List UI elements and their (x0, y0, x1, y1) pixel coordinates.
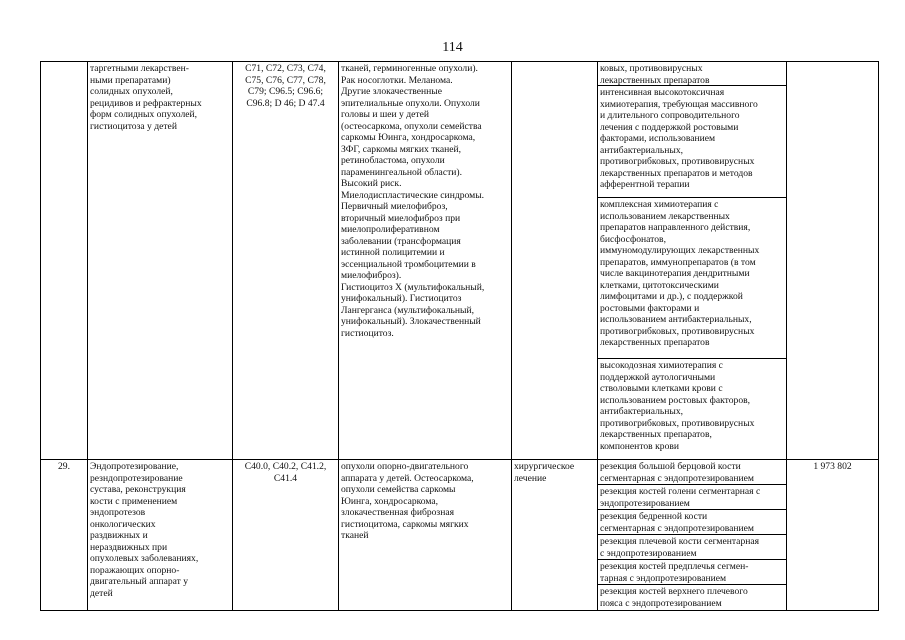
table-border-right (878, 61, 879, 611)
column-divider (597, 61, 598, 611)
treatment-method: интенсивная высокотоксичная химиотерапия, требующая массивного и длительного сопроводительного лечения с поддержкой ростовыми факторами, использованием антибактериальных, противогрибковых, противовирусных лекарственных препаратов и методов афферентной терапии (600, 87, 758, 190)
icd-codes: C71, C72, C73, C74, C75, C76, C77, C78, C79; C96.5; C96.6; C96.8; D 46; D 47.4 (245, 63, 326, 109)
care-type-name: Эндопротезирование, резндопротезирование сустава, реконструкция кости с применением эндопротезов онкологических раздвижных и нераздвижных при опухолевых заболеваниях, поражающих опорно- двигательный аппарат у детей (90, 461, 199, 599)
icd-codes: C40.0, C40.2, C41.2, C41.4 (244, 461, 327, 484)
treatment-type: хирургическое лечение (514, 461, 575, 484)
treatment-method: комплексная химиотерапия с использованием лекарственных препаратов направленного действия, бисфосфонатов, иммуномодулирующих лекарственных препаратов, иммунопрепаратов (в том числе вакцинотерапия дендритными клетками, цитотоксическими лимфоцитами и др.), с поддержкой ростовыми факторами и использованием антибактериальных, противогрибковых, противовирусных лекарственных препаратов (600, 199, 760, 348)
care-type-name: таргетными лекарствен- ными препаратами) солидных опухолей, рецидивов и рефрактерных форм солидных опухолей, гистиоцитоза у детей (90, 63, 202, 132)
treatment-method: высокодозная химиотерапия с поддержкой аутологичными стволовыми клетками крови с использованием ростовых факторов, антибактериальных, противогрибковых, противовирусных лекарственных препаратов, компонентов крови (600, 360, 755, 452)
page-number: 114 (442, 40, 463, 55)
method-divider (597, 509, 786, 510)
treatment-method: резекция костей предплечья сегмен- тарная с эндопротезированием (600, 561, 749, 584)
column-divider (338, 61, 339, 611)
method-divider (597, 559, 786, 560)
table-border-top (40, 61, 879, 62)
method-divider (597, 534, 786, 535)
treatment-method: резекция бедренной кости сегментарная с эндопротезированием (600, 511, 755, 534)
patient-model: опухоли опорно-двигательного аппарата у детей. Остеосаркома, опухоли семейства саркомы Юинга, хондросаркома, злокачественная фиброзная гистиоцитома, саркомы мягких тканей (341, 461, 474, 541)
column-divider (232, 61, 233, 611)
table-border-left (40, 61, 41, 611)
column-divider (87, 61, 88, 611)
treatment-method: резекция большой берцовой кости сегментарная с эндопротезированием (600, 461, 755, 484)
row-divider (40, 459, 879, 460)
table-border-bottom (40, 610, 879, 611)
cost-value: 1 973 802 (813, 461, 852, 472)
medical-table (40, 61, 879, 611)
method-divider (597, 584, 786, 585)
method-divider (597, 358, 786, 359)
treatment-method: ковых, противовирусных лекарственных препаратов (600, 63, 710, 85)
method-divider (597, 85, 786, 86)
method-divider (597, 484, 786, 485)
row-number: 29. (58, 461, 70, 472)
treatment-method: резекция костей верхнего плечевого пояса с эндопротезированием (600, 586, 748, 609)
patient-model: тканей, герминогенные опухоли). Рак носоглотки. Меланома. Другие злокачественные эпителиальные опухоли. Опухоли головы и шеи у детей (остеосаркома, опухоли семейства саркомы Юинга, хондросаркома, ЗФГ, саркомы мягких тканей, ретинобластома, опухоли параменингеальной области). Высокий риск. Миелодиспластические синдромы. Первичный миелофиброз, вторичный миелофиброз при миелопролиферативном заболевании (трансформация истинной полицитемии и эссенциальной тромбоцитемии в миелофиброз). Гистиоцитоз Х (мультифокальный, унифокальный). Гистиоцитоз Лангерганса (мультифокальный, унифокальный). Злокачественный гистиоцитоз. (341, 63, 485, 339)
method-divider (597, 197, 786, 198)
column-divider (786, 61, 787, 611)
treatment-method: резекция плечевой кости сегментарная с эндопротезированием (600, 536, 760, 559)
column-divider (511, 61, 512, 611)
treatment-method: резекция костей голени сегментарная с эндопротезированием (600, 486, 761, 509)
